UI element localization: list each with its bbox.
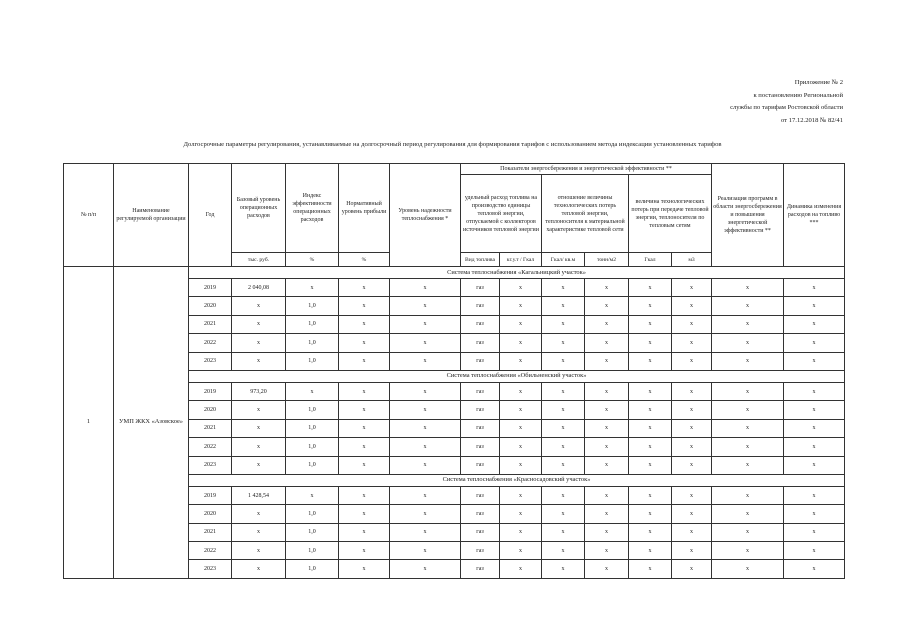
cell-base: x (232, 297, 286, 315)
cell-rate: x (500, 542, 542, 560)
cell-la: x (629, 352, 672, 370)
unit-ratio-b: тонн/м2 (585, 253, 629, 267)
cell-lb: x (672, 279, 712, 297)
row-number: 1 (64, 267, 114, 579)
cell-lb: x (672, 523, 712, 541)
cell-rate: x (500, 438, 542, 456)
cell-ra: x (542, 382, 585, 400)
cell-year: 2019 (189, 279, 232, 297)
cell-rate: x (500, 382, 542, 400)
cell-dyn: x (784, 438, 845, 456)
cell-profit: x (339, 438, 390, 456)
appendix-line-1: Приложение № 2 (794, 79, 843, 86)
cell-index: 1,0 (286, 352, 339, 370)
cell-lb: x (672, 315, 712, 333)
cell-fuel: газ (461, 505, 500, 523)
cell-profit: x (339, 315, 390, 333)
cell-lb: x (672, 438, 712, 456)
cell-prog: x (712, 505, 784, 523)
cell-base: x (232, 315, 286, 333)
cell-rate: x (500, 419, 542, 437)
cell-year: 2019 (189, 486, 232, 504)
cell-dyn: x (784, 382, 845, 400)
cell-lb: x (672, 382, 712, 400)
cell-la: x (629, 456, 672, 474)
cell-rb: x (585, 438, 629, 456)
cell-prog: x (712, 334, 784, 352)
col-base-header: Базовый уровень операционных расходов (232, 164, 286, 253)
cell-lb: x (672, 297, 712, 315)
cell-prog: x (712, 560, 784, 578)
cell-fuel: газ (461, 401, 500, 419)
col-losses-header: величина технологических потерь при передаче тепловой энергии, теплоносителя по тепловым сетям (629, 175, 712, 253)
cell-fuel: газ (461, 419, 500, 437)
cell-prog: x (712, 523, 784, 541)
cell-rate: x (500, 523, 542, 541)
cell-profit: x (339, 542, 390, 560)
cell-rb: x (585, 542, 629, 560)
cell-rate: x (500, 334, 542, 352)
cell-dyn: x (784, 456, 845, 474)
cell-fuel: газ (461, 486, 500, 504)
cell-rb: x (585, 334, 629, 352)
cell-ra: x (542, 334, 585, 352)
cell-prog: x (712, 297, 784, 315)
cell-la: x (629, 382, 672, 400)
cell-rate: x (500, 505, 542, 523)
unit-fuel-type: Вид топлива (461, 253, 500, 267)
cell-rel: x (390, 334, 461, 352)
cell-la: x (629, 542, 672, 560)
cell-profit: x (339, 401, 390, 419)
system-row (64, 267, 845, 279)
cell-la: x (629, 401, 672, 419)
cell-profit: x (339, 486, 390, 504)
cell-index: 1,0 (286, 456, 339, 474)
cell-lb: x (672, 486, 712, 504)
cell-index: 1,0 (286, 419, 339, 437)
cell-ra: x (542, 352, 585, 370)
cell-rb: x (585, 560, 629, 578)
cell-prog: x (712, 315, 784, 333)
cell-base: x (232, 334, 286, 352)
cell-la: x (629, 505, 672, 523)
cell-profit: x (339, 560, 390, 578)
cell-lb: x (672, 505, 712, 523)
cell-rel: x (390, 315, 461, 333)
appendix-line-3: службы по тарифам Ростовской области (730, 104, 843, 112)
cell-prog: x (712, 542, 784, 560)
cell-fuel: газ (461, 279, 500, 297)
cell-rb: x (585, 352, 629, 370)
cell-profit: x (339, 523, 390, 541)
cell-fuel: газ (461, 438, 500, 456)
cell-index: 1,0 (286, 523, 339, 541)
cell-prog: x (712, 456, 784, 474)
parameters-table (63, 163, 845, 579)
cell-ra: x (542, 542, 585, 560)
cell-profit: x (339, 456, 390, 474)
cell-rate: x (500, 315, 542, 333)
cell-lb: x (672, 419, 712, 437)
cell-la: x (629, 486, 672, 504)
cell-dyn: x (784, 486, 845, 504)
unit-base: тыс. руб. (232, 253, 286, 267)
cell-lb: x (672, 401, 712, 419)
energy-group-header: Показатели энергосбережения и энергетической эффективности ** (461, 164, 712, 175)
cell-year: 2020 (189, 401, 232, 419)
cell-base: x (232, 352, 286, 370)
unit-loss-b: м3 (672, 253, 712, 267)
cell-ra: x (542, 279, 585, 297)
cell-fuel: газ (461, 352, 500, 370)
cell-ra: x (542, 505, 585, 523)
system-name: Система теплоснабжения «Обильненский участок» (189, 370, 845, 382)
cell-ra: x (542, 486, 585, 504)
cell-rel: x (390, 505, 461, 523)
cell-profit: x (339, 334, 390, 352)
col-losses-ratio-header: отношение величины технологических потерь тепловой энергии, теплоносителя к материальной характеристике тепловой сети (542, 175, 629, 253)
cell-dyn: x (784, 505, 845, 523)
col-year-header: Год (189, 164, 232, 267)
cell-fuel: газ (461, 542, 500, 560)
cell-rb: x (585, 401, 629, 419)
cell-rate: x (500, 352, 542, 370)
cell-base: x (232, 560, 286, 578)
unit-profit: % (339, 253, 390, 267)
cell-base: x (232, 438, 286, 456)
document-title: Долгосрочные параметры регулирования, устанавливаемые на долгосрочный период регулирования для формирования тарифов с использованием метода индексации установленных тарифов (183, 141, 722, 148)
cell-rel: x (390, 542, 461, 560)
col-fuel-header: удельный расход топлива на производство единицы тепловой энергии, отпускаемой с коллекторов источников тепловой энергии (461, 175, 542, 253)
cell-dyn: x (784, 542, 845, 560)
cell-year: 2021 (189, 419, 232, 437)
cell-index: 1,0 (286, 334, 339, 352)
cell-lb: x (672, 352, 712, 370)
cell-base: x (232, 523, 286, 541)
unit-ratio-a: Гкал/ кв.м (542, 253, 585, 267)
cell-ra: x (542, 401, 585, 419)
cell-index: x (286, 382, 339, 400)
cell-dyn: x (784, 334, 845, 352)
cell-la: x (629, 315, 672, 333)
cell-profit: x (339, 505, 390, 523)
cell-rate: x (500, 297, 542, 315)
cell-dyn: x (784, 401, 845, 419)
cell-rel: x (390, 297, 461, 315)
cell-ra: x (542, 297, 585, 315)
cell-rate: x (500, 279, 542, 297)
cell-base: x (232, 542, 286, 560)
organization-name: УМП ЖКХ «Азовское» (114, 267, 189, 579)
cell-la: x (629, 279, 672, 297)
cell-fuel: газ (461, 334, 500, 352)
cell-rate: x (500, 486, 542, 504)
cell-ra: x (542, 419, 585, 437)
cell-rel: x (390, 456, 461, 474)
cell-rate: x (500, 456, 542, 474)
cell-prog: x (712, 438, 784, 456)
cell-profit: x (339, 382, 390, 400)
cell-la: x (629, 419, 672, 437)
cell-rb: x (585, 382, 629, 400)
cell-base: 1 428,54 (232, 486, 286, 504)
cell-rb: x (585, 505, 629, 523)
cell-year: 2019 (189, 382, 232, 400)
cell-dyn: x (784, 315, 845, 333)
cell-year: 2022 (189, 542, 232, 560)
cell-base: 973,20 (232, 382, 286, 400)
cell-la: x (629, 297, 672, 315)
cell-lb: x (672, 542, 712, 560)
cell-fuel: газ (461, 560, 500, 578)
cell-ra: x (542, 523, 585, 541)
cell-la: x (629, 523, 672, 541)
cell-prog: x (712, 352, 784, 370)
cell-rel: x (390, 352, 461, 370)
cell-index: 1,0 (286, 401, 339, 419)
col-reliability-header: Уровень надежности теплоснабжения * (390, 164, 461, 267)
cell-base: x (232, 419, 286, 437)
system-name: Система теплоснабжения «Красносадовский участок» (189, 474, 845, 486)
cell-ra: x (542, 456, 585, 474)
cell-index: 1,0 (286, 505, 339, 523)
cell-profit: x (339, 419, 390, 437)
cell-rate: x (500, 560, 542, 578)
cell-base: x (232, 401, 286, 419)
cell-index: 1,0 (286, 315, 339, 333)
cell-la: x (629, 334, 672, 352)
col-index-header: Индекс эффективности операционных расходов (286, 164, 339, 253)
cell-dyn: x (784, 560, 845, 578)
cell-index: 1,0 (286, 297, 339, 315)
cell-lb: x (672, 334, 712, 352)
cell-index: x (286, 486, 339, 504)
cell-year: 2021 (189, 523, 232, 541)
appendix-line-4: от 17.12.2018 № 82/41 (780, 116, 843, 124)
cell-profit: x (339, 279, 390, 297)
col-num-header: № п/п (64, 164, 114, 267)
cell-year: 2023 (189, 560, 232, 578)
cell-dyn: x (784, 352, 845, 370)
cell-prog: x (712, 279, 784, 297)
cell-prog: x (712, 419, 784, 437)
cell-index: 1,0 (286, 560, 339, 578)
cell-rel: x (390, 486, 461, 504)
appendix-header (730, 77, 843, 127)
cell-base: 2 040,08 (232, 279, 286, 297)
cell-dyn: x (784, 297, 845, 315)
appendix-line-2: к постановлению Региональной (753, 91, 843, 99)
col-dynamics-header: Динамика изменения расходов на топливо *** (784, 164, 845, 267)
cell-rb: x (585, 279, 629, 297)
cell-profit: x (339, 297, 390, 315)
cell-lb: x (672, 456, 712, 474)
cell-rb: x (585, 456, 629, 474)
cell-year: 2022 (189, 334, 232, 352)
cell-ra: x (542, 315, 585, 333)
cell-dyn: x (784, 523, 845, 541)
cell-base: x (232, 456, 286, 474)
cell-lb: x (672, 560, 712, 578)
cell-la: x (629, 560, 672, 578)
cell-ra: x (542, 438, 585, 456)
cell-fuel: газ (461, 297, 500, 315)
cell-year: 2022 (189, 438, 232, 456)
cell-fuel: газ (461, 456, 500, 474)
col-org-header: Наименование регулируемой организации (114, 164, 189, 267)
cell-rel: x (390, 560, 461, 578)
cell-prog: x (712, 486, 784, 504)
cell-year: 2023 (189, 352, 232, 370)
cell-year: 2020 (189, 505, 232, 523)
cell-year: 2021 (189, 315, 232, 333)
col-program-header: Реализация программ в области энергосбережения и повышения энергетической эффективности ** (712, 164, 784, 267)
cell-rb: x (585, 523, 629, 541)
system-name: Система теплоснабжения «Кагальницкий участок» (189, 267, 845, 279)
cell-fuel: газ (461, 523, 500, 541)
cell-rb: x (585, 419, 629, 437)
cell-year: 2020 (189, 297, 232, 315)
cell-la: x (629, 438, 672, 456)
col-profit-header: Нормативный уровень прибыли (339, 164, 390, 253)
cell-index: 1,0 (286, 542, 339, 560)
cell-dyn: x (784, 419, 845, 437)
cell-rb: x (585, 315, 629, 333)
unit-fuel-rate: кг.у.т / Гкал (500, 253, 542, 267)
cell-rel: x (390, 419, 461, 437)
cell-dyn: x (784, 279, 845, 297)
cell-profit: x (339, 352, 390, 370)
cell-rb: x (585, 297, 629, 315)
cell-prog: x (712, 401, 784, 419)
cell-rb: x (585, 486, 629, 504)
cell-rate: x (500, 401, 542, 419)
unit-loss-a: Гкал (629, 253, 672, 267)
cell-index: 1,0 (286, 438, 339, 456)
unit-index: % (286, 253, 339, 267)
cell-rel: x (390, 279, 461, 297)
cell-rel: x (390, 401, 461, 419)
cell-base: x (232, 505, 286, 523)
cell-prog: x (712, 382, 784, 400)
cell-year: 2023 (189, 456, 232, 474)
cell-ra: x (542, 560, 585, 578)
cell-fuel: газ (461, 315, 500, 333)
cell-fuel: газ (461, 382, 500, 400)
cell-rel: x (390, 438, 461, 456)
cell-index: x (286, 279, 339, 297)
cell-rel: x (390, 382, 461, 400)
cell-rel: x (390, 523, 461, 541)
